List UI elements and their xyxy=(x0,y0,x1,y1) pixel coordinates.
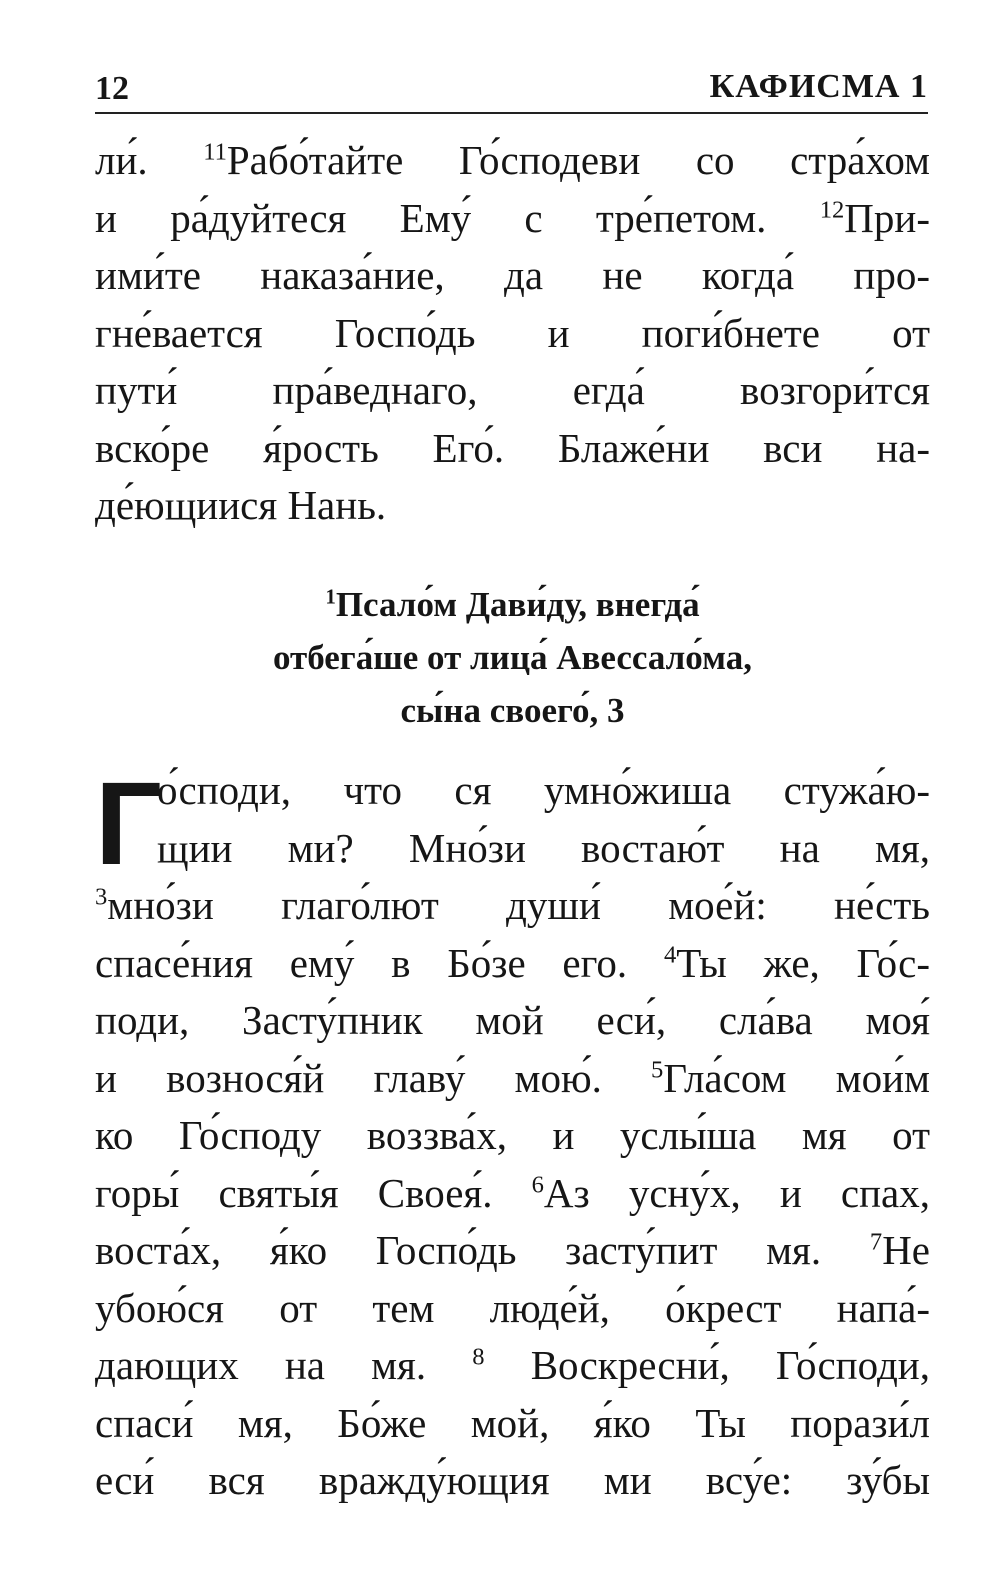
verse-number: 3 xyxy=(95,883,108,911)
line-text: и ра́дуйтеся Ему́ с тре́петом. xyxy=(95,194,820,241)
line-text: гне́вается Госпо́дь и поги́бнете от xyxy=(95,309,930,356)
line-text: Не xyxy=(882,1227,930,1273)
text-line xyxy=(95,992,930,1050)
text-line xyxy=(95,477,930,535)
text-line xyxy=(95,305,930,363)
text-line xyxy=(95,820,930,878)
psalm-3-text xyxy=(95,758,930,1510)
line-text: де́ющиися Нань. xyxy=(95,482,387,528)
text-line xyxy=(95,1280,930,1338)
line-text: вско́ре я́рость Его́. Блаже́ни вси на- xyxy=(95,424,930,471)
text-line xyxy=(95,935,930,993)
heading-line: сы́на своего́, 3 xyxy=(400,691,625,730)
text-line xyxy=(95,132,930,190)
text-line xyxy=(95,1107,930,1165)
line-text: еси́ вся вражду́ющия ми всу́е: зу́бы xyxy=(95,1457,930,1503)
running-header xyxy=(95,62,928,114)
text-line xyxy=(95,1452,930,1510)
line-text: Воскресни́, Го́споди, xyxy=(484,1342,930,1388)
verse-number: 6 xyxy=(531,1170,544,1198)
text-line xyxy=(95,1337,930,1395)
line-text: дающих на мя. xyxy=(95,1342,473,1388)
page-number: 12 xyxy=(95,70,129,107)
line-text: ли́. xyxy=(95,137,204,183)
line-text: щии ми? Мно́зи востаю́т на мя, xyxy=(157,824,930,871)
verse-number: 5 xyxy=(651,1055,664,1083)
verse-number: 11 xyxy=(203,138,227,166)
text-line xyxy=(95,877,930,935)
running-title: КАФИСМА 1 xyxy=(709,68,928,105)
line-text: поди, Засту́пник мой еси́, сла́ва моя́ xyxy=(95,997,930,1043)
heading-line: отбега́ше от лица́ Авессало́ма, xyxy=(273,638,752,677)
line-text: ими́те наказа́ние, да не когда́ про- xyxy=(95,252,930,298)
line-text: спаси́ мя, Бо́же мой, я́ко Ты порази́л xyxy=(95,1399,930,1446)
line-text: о́споди, что ся умно́жиша стужа́ю- xyxy=(157,767,930,813)
heading-line: $^1$Псало́м Дави́ду, внегда́ xyxy=(325,584,700,624)
text-line xyxy=(95,1050,930,1108)
verse-number: 4 xyxy=(663,940,677,968)
text-line xyxy=(95,247,930,305)
line-text: горы́ святы́я Своея́. xyxy=(95,1169,532,1216)
text-line xyxy=(95,1165,930,1223)
line-text: и вознося́й главу́ мою́. xyxy=(95,1054,652,1101)
line-text: Аз усну́х, и спах, xyxy=(543,1169,930,1216)
line-text: мно́зи глаго́лют души́ мое́й: не́сть xyxy=(107,882,930,928)
text-line xyxy=(95,190,930,248)
text-line xyxy=(95,762,930,820)
psalm-heading xyxy=(95,578,930,737)
line-text: спасе́ния ему́ в Бо́зе его. xyxy=(95,939,664,986)
verse-number: 1 xyxy=(325,584,336,609)
verse-number: 7 xyxy=(869,1228,883,1256)
text-line xyxy=(95,420,930,478)
verse-number: 8 xyxy=(472,1343,485,1371)
drop-cap: Г xyxy=(95,758,162,890)
line-text: пути́ пра́веднаго, егда́ возгори́тся xyxy=(95,367,930,413)
line-text: воста́х, я́ко Госпо́дь засту́пит мя. xyxy=(95,1227,870,1273)
line-text: Гла́сом мои́м xyxy=(663,1054,930,1101)
line-text: убою́ся от тем люде́й, о́крест напа́- xyxy=(95,1284,930,1331)
line-text: Рабо́тайте Го́сподеви со стра́хом xyxy=(226,137,931,183)
text-line xyxy=(95,1395,930,1453)
psalm-2-ending xyxy=(95,132,930,535)
verse-number: 12 xyxy=(819,195,845,223)
text-line xyxy=(95,362,930,420)
line-text: При- xyxy=(844,194,930,241)
line-text: ко Го́споду воззва́х, и услы́ша мя от xyxy=(95,1112,930,1158)
text-line xyxy=(95,1222,930,1280)
line-text: Ты же, Го́с- xyxy=(676,939,930,986)
